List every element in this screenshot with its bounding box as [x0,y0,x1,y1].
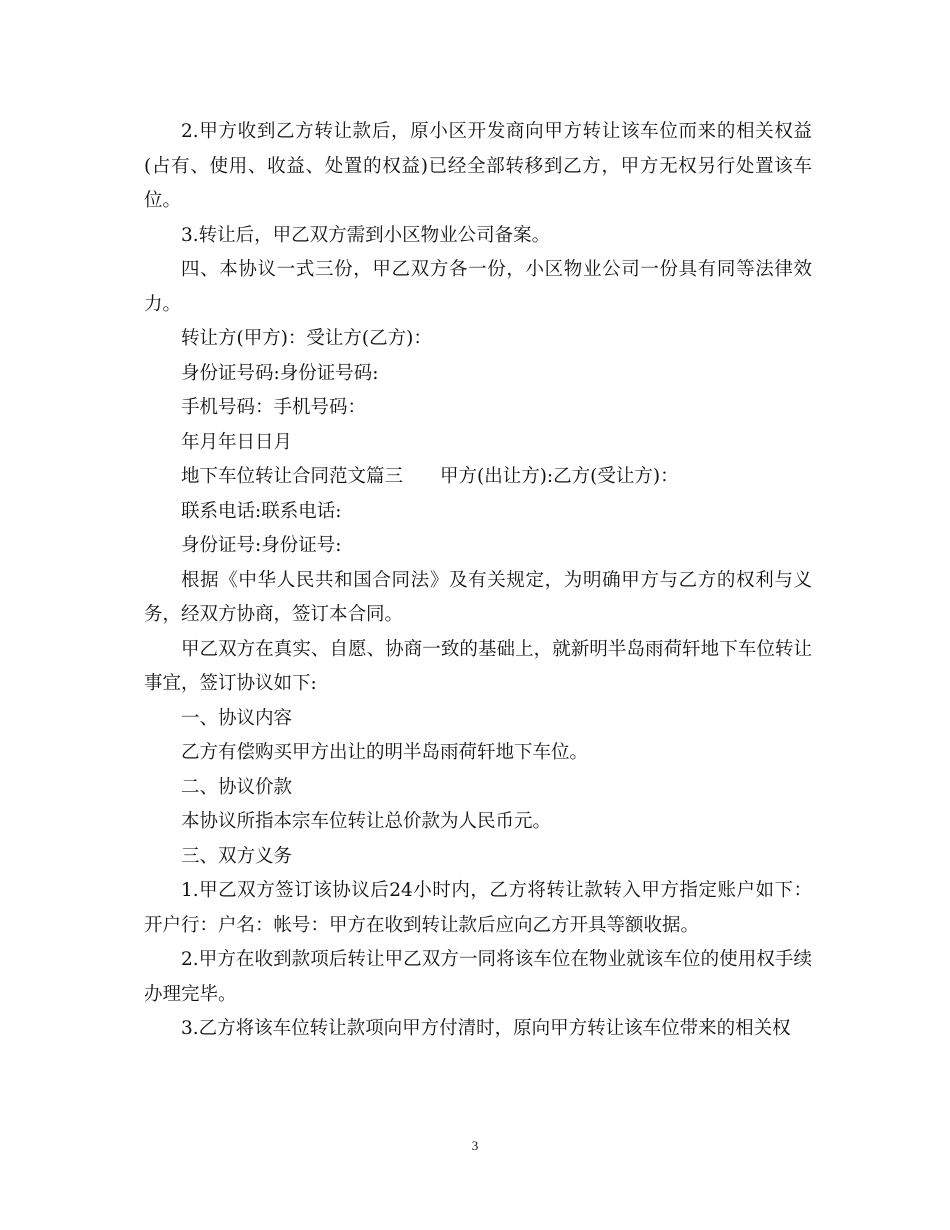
paragraph: 年月年日日月 [181,431,293,453]
paragraph: 甲乙双方在真实、自愿、协商一致的基础上，就新明半岛雨荷轩地下车位转让事宜，签订协议如下: [144,638,812,694]
paragraph: 1.甲乙双方签订该协议后24小时内，乙方将转让款转入甲方指定账户如下：开户行：户名：帐号：甲方在收到转让款后应向乙方开具等额收据。 [144,880,812,936]
paragraph: 身份证号码:身份证号码: [181,362,379,384]
paragraph: 联系电话:联系电话: [181,500,342,522]
paragraph: 乙方有偿购买甲方出让的明半岛雨荷轩地下车位。 [181,742,589,763]
paragraph: 一、协议内容 [181,707,293,729]
paragraph: 三、双方义务 [181,845,293,867]
paragraph: 手机号码：手机号码： [181,397,367,418]
paragraph: 2.甲方在收到款项后转让甲乙双方一同将该车位在物业就该车位的使用权手续办理完毕。 [144,949,812,1005]
paragraph: 3.乙方将该车位转让款项向甲方付清时，原向甲方转让该车位带来的相关权 [181,1018,791,1039]
paragraph: 身份证号:身份证号: [181,535,342,556]
paragraph: 转让方(甲方)：受让方(乙方)： [181,328,432,349]
paragraph: 2.甲方收到乙方转让款后，原小区开发商向甲方转让该车位而来的相关权益(占有、使用、收益、处置的权益)已经全部转移到乙方，甲方无权另行处置该车位。 [144,121,812,211]
paragraph: 本协议所指本宗车位转让总价款为人民币元。 [181,811,552,832]
paragraph: 根据《中华人民共和国合同法》及有关规定，为明确甲方与乙方的权利与义务，经双方协商，签订本合同。 [144,569,812,625]
page-number: 3 [471,1138,479,1153]
paragraph: 二、协议价款 [181,776,293,798]
paragraph: 3.转让后，甲乙双方需到小区物业公司备案。 [181,224,551,246]
paragraph: 地下车位转让合同范文篇三 甲方(出让方):乙方(受让方)： [181,466,679,487]
document-body [144,115,812,1047]
paragraph: 四、本协议一式三份，甲乙双方各一份，小区物业公司一份具有同等法律效力。 [144,259,812,315]
